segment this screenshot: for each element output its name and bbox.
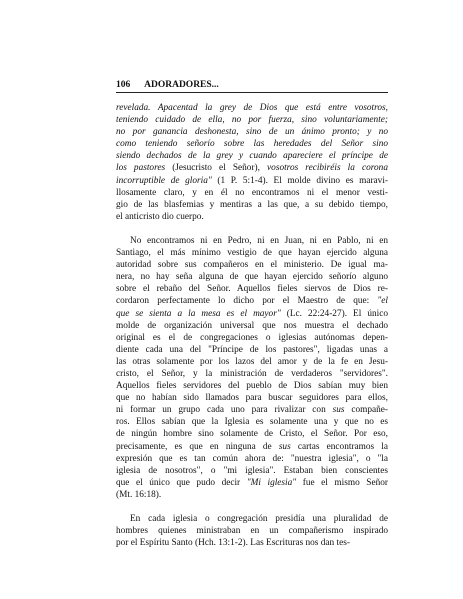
text-line xyxy=(116,187,388,199)
italic-text: los pastores xyxy=(116,163,166,174)
text-run: (Jesucristo el Señor), xyxy=(165,163,268,174)
text-line xyxy=(116,356,388,368)
text-line xyxy=(116,320,388,332)
italic-text: revelada. Apacentad la grey de Dios que está entre vosotros, xyxy=(116,103,388,113)
text-line xyxy=(116,247,388,259)
text-run: gio de las blasfemias y mentiras a las que, a su debido tiempo, xyxy=(116,199,388,210)
text-run: el anticristo dio cuerpo. xyxy=(116,211,204,222)
text-line xyxy=(116,126,388,138)
text-run: iglesia de nosotros", o "mi iglesia". Estaban bien conscientes xyxy=(116,465,388,476)
text-line xyxy=(116,392,388,404)
text-run: molde de organización universal que nos muestra el dechado xyxy=(116,320,388,331)
paragraph xyxy=(116,102,388,223)
text-run: las otras solamente por los lazos del amor y de la fe en Jesu- xyxy=(116,356,388,367)
text-line xyxy=(116,465,388,477)
running-title: ADORADORES... xyxy=(144,80,219,90)
paragraph-gap xyxy=(116,501,388,513)
text-line xyxy=(116,489,388,501)
text-run: No encontramos ni en Pedro, ni en Juan, ni en Pablo, ni en xyxy=(130,235,388,246)
text-run: nera, no hay seña alguna de que hayan ejercido señorío alguno xyxy=(116,272,388,283)
text-run: cartas encontramos la xyxy=(290,441,388,452)
text-line xyxy=(116,441,388,453)
text-line xyxy=(116,235,388,247)
text-line xyxy=(116,162,388,174)
italic-text: sus xyxy=(278,441,291,452)
text-line xyxy=(116,199,388,211)
text-line xyxy=(116,283,388,295)
text-line xyxy=(116,477,388,489)
italic-text: no por ganancia deshonesta, sino de un ánimo pronto; y no xyxy=(116,127,388,138)
italic-text: sus xyxy=(332,405,345,416)
text-run: ros. Ellos sabían que la Iglesia es solamente una y que no es xyxy=(116,417,388,428)
text-line xyxy=(116,525,388,537)
italic-text: que se sienta a la mesa es el mayor" xyxy=(116,308,281,319)
text-line xyxy=(116,344,388,356)
text-run: precisamente, es que en ninguna de xyxy=(116,441,279,452)
text-line xyxy=(116,416,388,428)
text-run: de ningún hombre sino solamente de Cristo, el Señor. Por eso, xyxy=(116,429,388,440)
text-run: autoridad sobre sus compañeros en el ministerio. De igual ma- xyxy=(116,260,388,271)
text-run: En cada iglesia o congregación presidía una pluralidad de xyxy=(130,514,388,524)
text-run: Aquellos fieles servidores del pueblo de Dios sabían muy bien xyxy=(116,381,388,392)
text-run: diente cada una del "Príncipe de los pastores", ligadas unas a xyxy=(116,344,388,355)
text-line xyxy=(116,404,388,416)
text-line xyxy=(116,175,388,187)
text-run: cordaron perfectamente lo dicho por el Maestro de que: xyxy=(116,296,378,307)
text-run: Santiago, el más mínimo vestigio de que hayan ejercido alguna xyxy=(116,248,388,259)
italic-text: "Mi iglesia" xyxy=(246,477,297,488)
italic-text: como teniendo señorío sobre las heredades del Señor sino xyxy=(116,139,388,150)
text-line xyxy=(116,380,388,392)
text-run: (1 P. 5:1-4). El molde divino es maravi- xyxy=(211,175,388,186)
italic-text: siendo dechados de la grey y cuando apareciere el príncipe de xyxy=(116,151,388,162)
text-run: fue el mismo Señor xyxy=(296,477,388,488)
italic-text: "el xyxy=(377,296,388,307)
text-run: que no habían sido llamados para buscar seguidores para ellos, xyxy=(116,393,388,404)
text-run: sobre el rebaño del Señor. Aquellos fieles siervos de Dios re- xyxy=(116,284,388,295)
text-line xyxy=(116,308,388,320)
text-line xyxy=(116,259,388,271)
text-line xyxy=(116,271,388,283)
text-line xyxy=(116,211,388,223)
text-line xyxy=(116,368,388,380)
italic-text: incorruptible de gloria" xyxy=(116,175,212,186)
text-line xyxy=(116,332,388,344)
italic-text: vosotros recibiréis la corona xyxy=(267,163,388,174)
text-line xyxy=(116,150,388,162)
text-line xyxy=(116,513,388,525)
text-run: (Lc. 22:24-27). El único xyxy=(280,308,388,319)
text-line xyxy=(116,428,388,440)
paragraph xyxy=(116,513,388,549)
text-run: por el Espíritu Santo (Hch. 13:1-2). Las Escrituras nos dan tes- xyxy=(116,538,350,549)
text-line xyxy=(116,295,388,307)
italic-text: teniendo cuidado de ella, no por fuerza, sino voluntariamente; xyxy=(116,115,388,126)
text-line xyxy=(116,537,388,549)
paragraph-gap xyxy=(116,223,388,235)
text-run: compañe- xyxy=(344,405,388,416)
text-run: hombres quienes ministraban en un compañerismo inspirado xyxy=(116,526,388,537)
text-line xyxy=(116,102,388,114)
text-run: cristo, el Señor, y la ministración de verdaderos "servidores". xyxy=(116,368,388,379)
text-run: (Mt. 16:18). xyxy=(116,489,162,500)
text-run: expresión que es tan común ahora de: "nuestra iglesia", o "la xyxy=(116,453,388,464)
text-line xyxy=(116,114,388,126)
text-line xyxy=(116,453,388,465)
page-number: 106 xyxy=(116,80,131,90)
text-run: que el único que pudo decir xyxy=(116,477,247,488)
paragraph xyxy=(116,235,388,501)
text-run: original es el de congregaciones o iglesias autónomas depen- xyxy=(116,332,388,343)
text-run: ni formar un grupo cada uno para rivalizar con xyxy=(116,405,333,416)
text-line xyxy=(116,138,388,150)
running-header xyxy=(116,80,388,93)
body-text xyxy=(116,102,388,549)
text-run: llosamente claro, y en él no encontramos ni el menor vesti- xyxy=(116,187,388,198)
